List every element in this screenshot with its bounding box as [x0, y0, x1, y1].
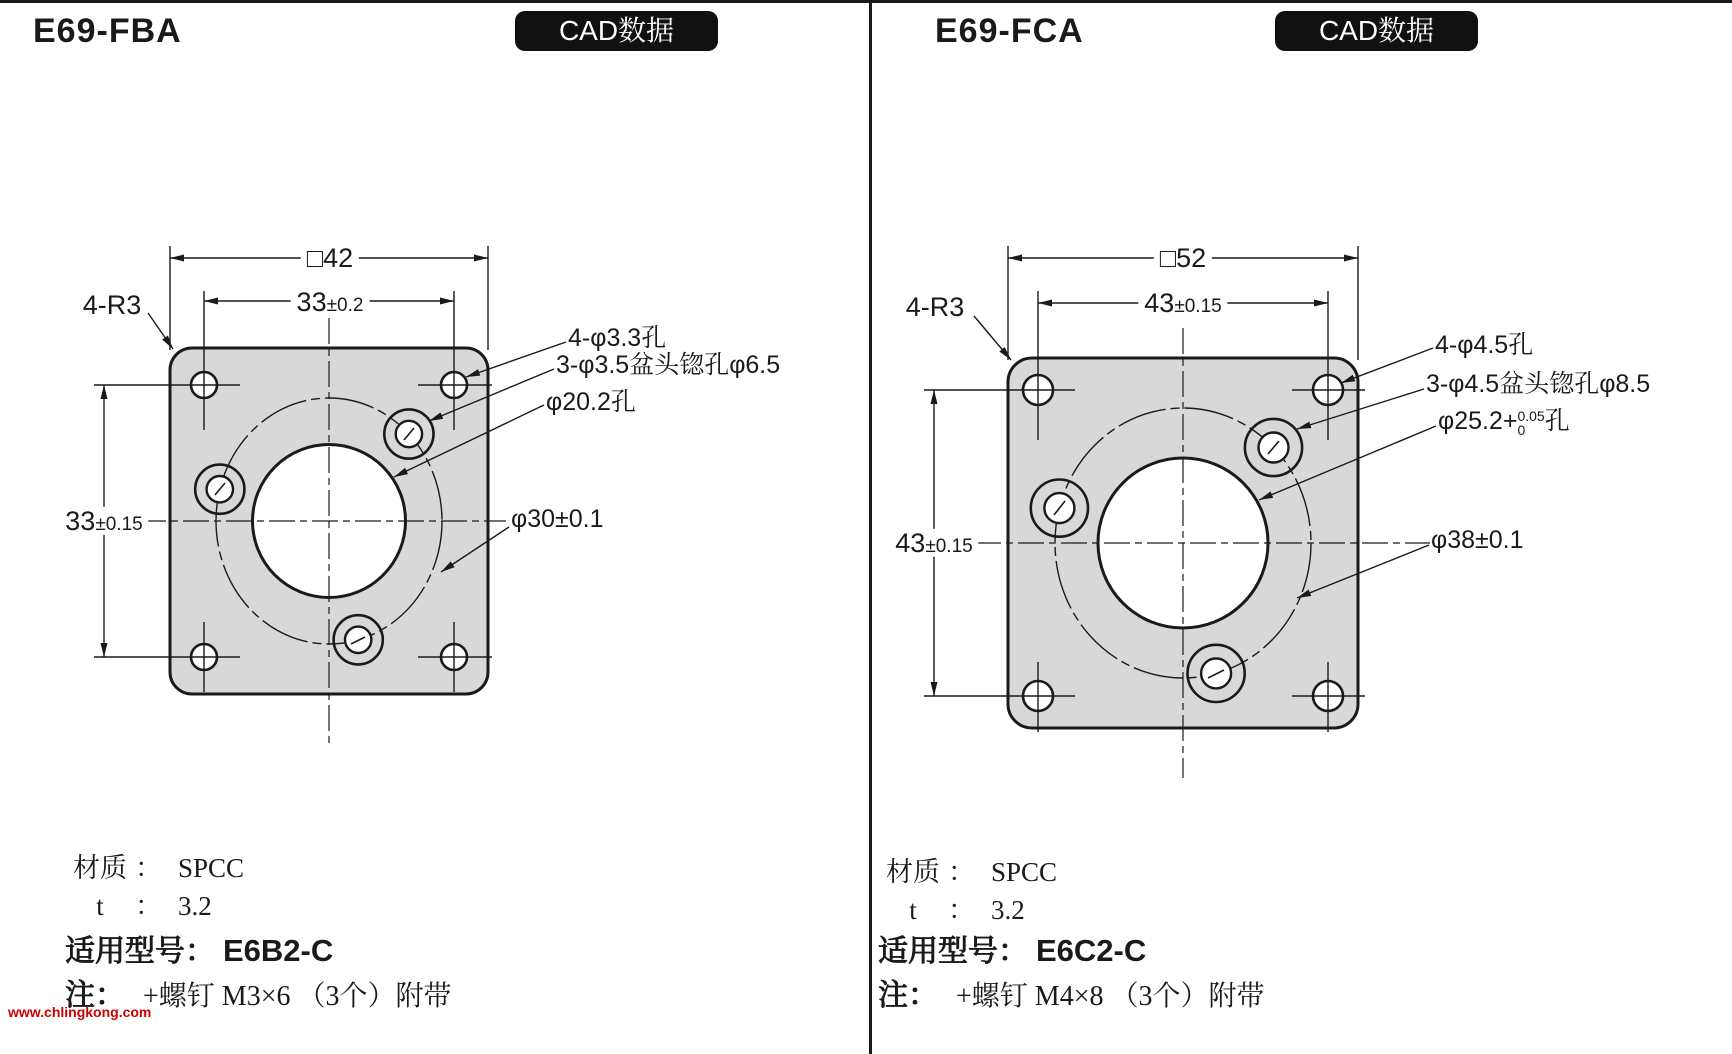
cad-data-badge[interactable]: CAD数据: [515, 11, 718, 51]
thickness-spec-row: t ： 3.2: [909, 895, 1025, 925]
callout-corner-holes: 4-φ3.3孔: [568, 324, 667, 352]
page-title: E69-FCA: [935, 12, 1084, 50]
cad-data-badge[interactable]: CAD数据: [1275, 11, 1478, 51]
callout-counterbore-holes: 3-φ4.5盆头锪孔φ8.5: [1426, 370, 1651, 398]
note-line: [878, 970, 1264, 1014]
material-spec-row: 材质 ： SPCC: [73, 853, 245, 883]
page-title: E69-FBA: [33, 12, 182, 50]
callout-center-hole: φ20.2孔: [546, 388, 636, 416]
dimension-hole-pitch-horizontal: 43±0.15: [1138, 289, 1227, 317]
thickness-value: 3.2: [991, 895, 1025, 925]
note-label: 注：: [878, 979, 938, 1012]
callout-center-hole: φ25.2+ 0.05 0 孔: [1438, 407, 1570, 438]
callout-corner-holes: 4-φ4.5孔: [1435, 331, 1534, 359]
dimension-hole-pitch-vertical: 43±0.15: [889, 529, 978, 557]
watermark: www.chlingkong.com: [8, 1004, 152, 1020]
note-text: +螺钉 M4×8 （3个）附带: [956, 981, 1265, 1012]
dimension-outer-width: □42: [301, 244, 359, 272]
corner-radius-label: 4-R3: [905, 291, 965, 322]
dimension-hole-pitch-horizontal: 33±0.2: [291, 288, 370, 316]
thickness-value: 3.2: [178, 891, 212, 921]
applicable-model-label: 适用型号：: [65, 935, 215, 968]
note-label: 注：: [65, 979, 125, 1012]
flange-drawing-left: [94, 246, 566, 745]
leader-arrow: [1341, 348, 1433, 383]
material-value: SPCC: [178, 853, 245, 883]
material-value: SPCC: [991, 857, 1058, 887]
callout-bolt-circle: φ30±0.1: [511, 505, 604, 533]
applicable-model-label: 适用型号：: [878, 935, 1028, 968]
applicable-model-line: [878, 926, 1146, 970]
applicable-model-line: [65, 926, 333, 970]
leader-arrow: [974, 316, 1011, 360]
thickness-spec-row: t ： 3.2: [96, 891, 212, 921]
dimension-outer-width: □52: [1154, 244, 1212, 272]
note-text: +螺钉 M3×6 （3个）附带: [143, 981, 452, 1012]
leader-arrow: [148, 313, 173, 349]
applicable-model-value: E6B2-C: [223, 933, 334, 968]
callout-counterbore-holes: 3-φ3.5盆头锪孔φ6.5: [556, 351, 781, 379]
material-spec-row: 材质 ： SPCC: [886, 857, 1058, 887]
callout-bolt-circle: φ38±0.1: [1431, 526, 1524, 554]
corner-radius-label: 4-R3: [82, 289, 142, 320]
dimension-hole-pitch-vertical: 33±0.15: [59, 507, 148, 535]
applicable-model-value: E6C2-C: [1036, 933, 1147, 968]
flange-drawing-right: [924, 246, 1436, 778]
